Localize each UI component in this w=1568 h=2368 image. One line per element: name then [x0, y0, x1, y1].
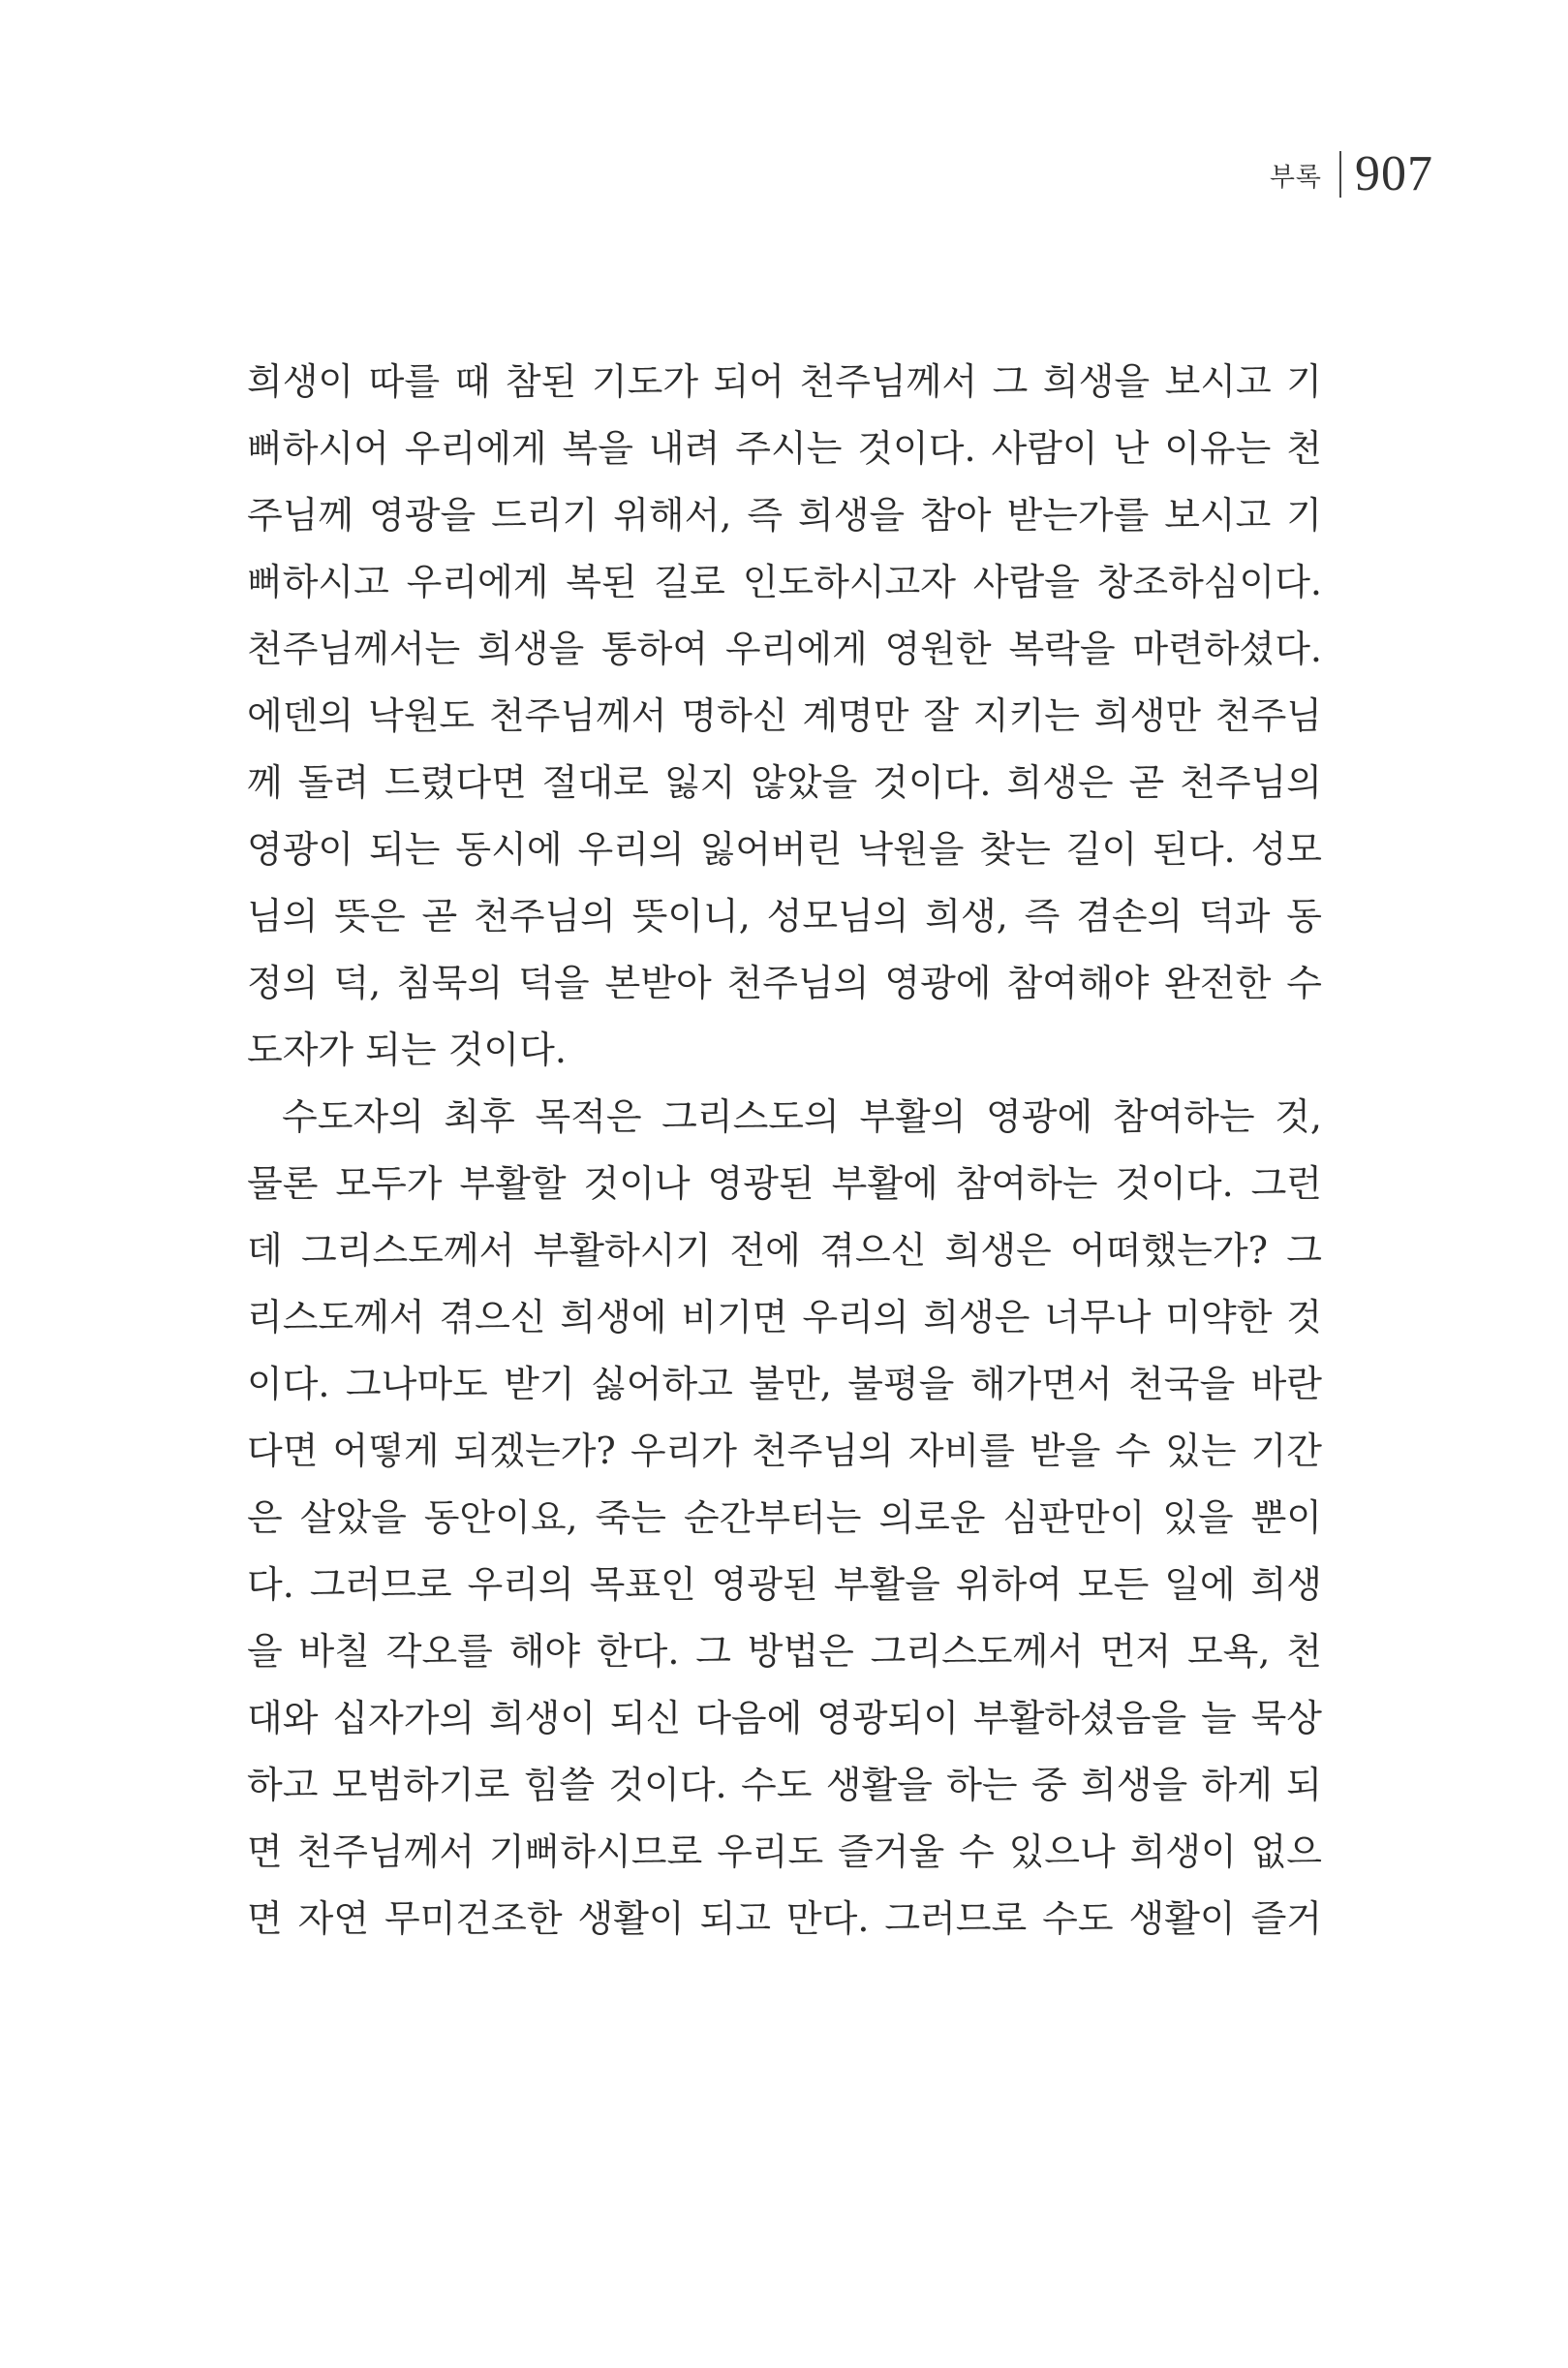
text-line: 면 천주님께서 기뻐하시므로 우리도 즐거울 수 있으나 희생이 없으	[247, 1830, 1322, 1873]
text-line: 대와 십자가의 희생이 되신 다음에 영광되이 부활하셨음을 늘 묵상	[247, 1697, 1322, 1739]
text-line: 이다. 그나마도 받기 싫어하고 불만, 불평을 해가면서 천국을 바란	[247, 1363, 1322, 1405]
text-line: 을 바칠 각오를 해야 한다. 그 방법은 그리스도께서 먼저 모욕, 천	[247, 1630, 1322, 1673]
text-line: 면 자연 무미건조한 생활이 되고 만다. 그러므로 수도 생활이 즐거	[247, 1897, 1322, 1940]
text-line: 님의 뜻은 곧 천주님의 뜻이니, 성모님의 희생, 즉 겸손의 덕과 동	[247, 895, 1322, 938]
paragraph-start-line: 수도자의 최후 목적은 그리스도의 부활의 영광에 참여하는 것,	[282, 1095, 1322, 1138]
header-divider	[1339, 151, 1341, 198]
text-line: 데 그리스도께서 부활하시기 전에 겪으신 희생은 어떠했는가? 그	[247, 1229, 1322, 1272]
text-line: 영광이 되는 동시에 우리의 잃어버린 낙원을 찾는 길이 된다. 성모	[247, 828, 1322, 871]
text-line: 다면 어떻게 되겠는가? 우리가 천주님의 자비를 받을 수 있는 기간	[247, 1430, 1322, 1472]
page-number: 907	[1355, 146, 1433, 201]
text-line: 하고 모범하기로 힘쓸 것이다. 수도 생활을 하는 중 희생을 하게 되	[247, 1764, 1322, 1806]
text-line: 뻐하시고 우리에게 복된 길로 인도하시고자 사람을 창조하심이다.	[247, 561, 1322, 603]
text-line: 정의 덕, 침묵의 덕을 본받아 천주님의 영광에 참여해야 완전한 수	[247, 962, 1322, 1004]
paragraph-end-line: 도자가 되는 것이다.	[247, 1029, 567, 1071]
section-label: 부록	[1269, 162, 1322, 193]
text-line: 천주님께서는 희생을 통하여 우리에게 영원한 복락을 마련하셨다.	[247, 628, 1322, 670]
text-line: 희생이 따를 때 참된 기도가 되어 천주님께서 그 희생을 보시고 기	[247, 360, 1322, 403]
body-text	[247, 349, 1322, 1953]
text-line: 께 돌려 드렸다면 절대로 잃지 않았을 것이다. 희생은 곧 천주님의	[247, 761, 1322, 804]
text-line: 다. 그러므로 우리의 목표인 영광된 부활을 위하여 모든 일에 희생	[247, 1563, 1322, 1606]
text-line: 주님께 영광을 드리기 위해서, 즉 희생을 참아 받는가를 보시고 기	[247, 494, 1322, 537]
text-line: 뻐하시어 우리에게 복을 내려 주시는 것이다. 사람이 난 이유는 천	[247, 427, 1322, 470]
text-line: 물론 모두가 부활할 것이나 영광된 부활에 참여하는 것이다. 그런	[247, 1162, 1322, 1205]
text-line: 리스도께서 겪으신 희생에 비기면 우리의 희생은 너무나 미약한 것	[247, 1296, 1322, 1338]
text-line: 에덴의 낙원도 천주님께서 명하신 계명만 잘 지키는 희생만 천주님	[247, 694, 1322, 737]
text-line: 은 살았을 동안이요, 죽는 순간부터는 의로운 심판만이 있을 뿐이	[247, 1496, 1322, 1539]
page-header	[1270, 145, 1433, 203]
